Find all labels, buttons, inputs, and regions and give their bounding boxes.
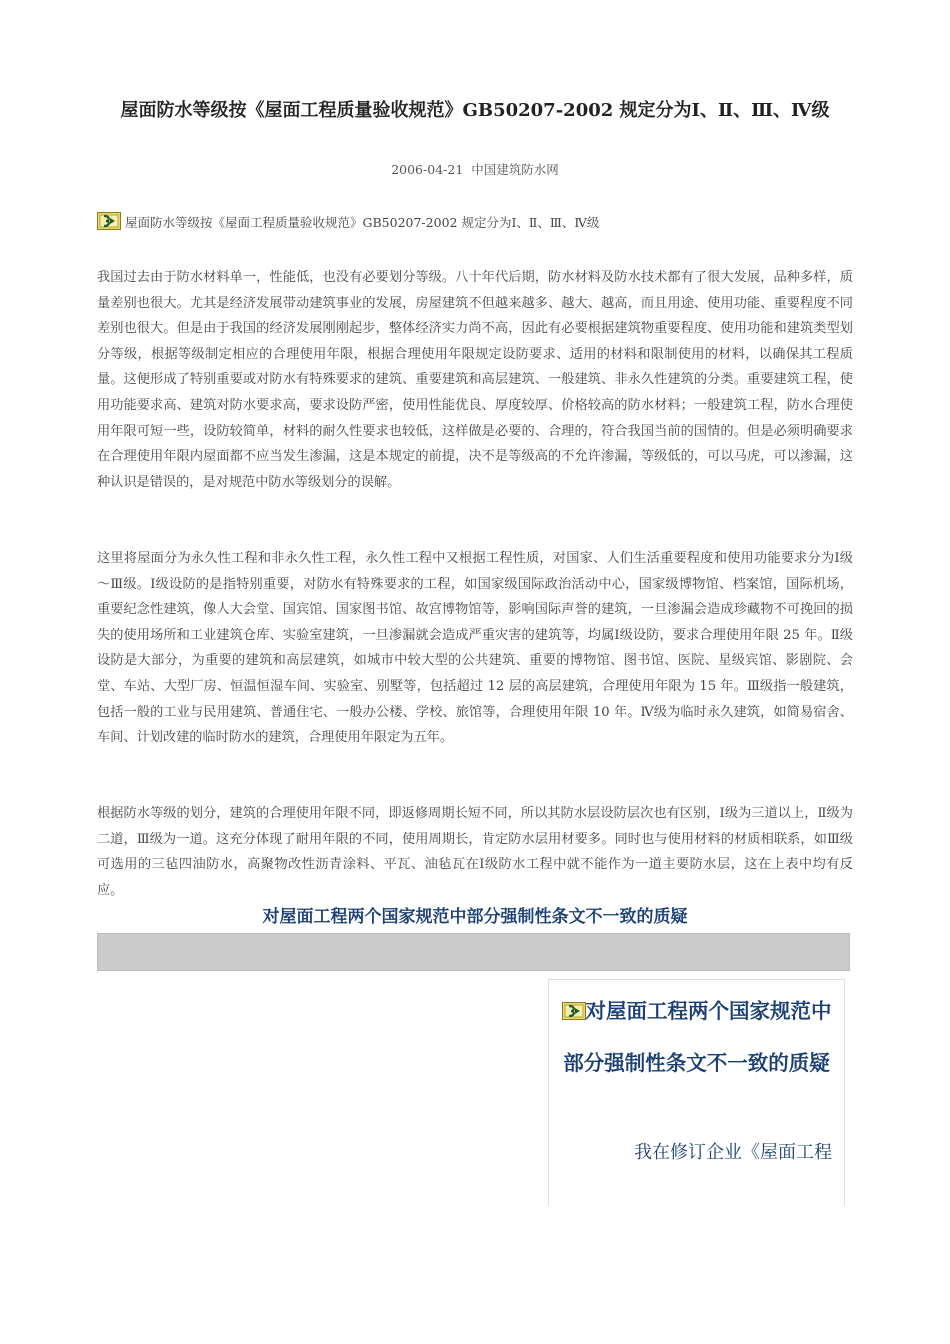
- paragraph: 这里将屋面分为永久性工程和非永久性工程，永久性工程中又根据工程性质，对国家、人们生活重要程度和使用功能要求分为Ⅰ级～Ⅲ级。Ⅰ级设防的是指特别重要，对防水有特殊要求的工程，如国家级国际政治活动中心，国家级博物馆、档案馆，国际机场，重要纪念性建筑，像人大会堂、国宾馆、国家图书馆、故宫博物馆等，影响国际声誉的建筑，一旦渗漏会造成珍藏物不可挽回的损失的使用场所和工业建筑仓库、实验室建筑，一旦渗漏就会造成严重灾害的建筑等，均属Ⅰ级设防，要求合理使用年限 25 年。Ⅱ级设防是大部分，为重要的建筑和高层建筑，如城市中较大型的公共建筑、重要的博物馆、图书馆、医院、星级宾馆、影剧院、会堂、车站、大型厂房、恒温恒湿车间、实验室、别墅等，包括超过 12 层的高层建筑，合理使用年限为 15 年。Ⅲ级指一般建筑，包括一般的工业与民用建筑、普通住宅、一般办公楼、学校、旅馆等，合理使用年限 10 年。Ⅳ级为临时永久建筑，如简易宿舍、车间、计划改建的临时防水的建筑，合理使用年限定为五年。: [97, 551, 853, 746]
- paragraph: 根据防水等级的划分，建筑的合理使用年限不同，即返修周期长短不同，所以其防水层设防层次也有区别，Ⅰ级为三道以上，Ⅱ级为二道，Ⅲ级为一道。这充分体现了耐用年限的不同，使用周期长，肯定防水层用材要多。同时也与使用材料的材质相联系，如Ⅲ级可选用的三毡四油防水，高聚物改性沥青涂料、平瓦、油毡瓦在Ⅰ级防水工程中就不能作为一道主要防水层，这在上表中均有反应。: [97, 806, 853, 898]
- intro-text: 屋面防水等级按《屋面工程质量验收规范》GB50207-2002 规定分为Ⅰ、Ⅱ、Ⅲ、Ⅳ级: [125, 215, 600, 230]
- card-heading[interactable]: [549, 980, 844, 1088]
- source-name: 中国建筑防水网: [471, 162, 559, 177]
- bullet-arrow-icon: [97, 212, 121, 233]
- card-snippet: 我在修订企业《屋面工程: [634, 1142, 832, 1163]
- publish-date: 2006-04-21: [391, 162, 464, 177]
- related-article-card[interactable]: [548, 979, 845, 1205]
- related-article-link[interactable]: 对屋面工程两个国家规范中部分强制性条文不一致的质疑: [262, 907, 688, 927]
- article-title: 屋面防水等级按《屋面工程质量验收规范》GB50207-2002 规定分为Ⅰ、Ⅱ、Ⅲ、Ⅳ级: [120, 100, 830, 121]
- bullet-arrow-icon: [562, 988, 586, 1038]
- article-meta: [100, 160, 850, 178]
- intro-line: [97, 212, 857, 233]
- paragraph: 我国过去由于防水材料单一，性能低，也没有必要划分等级。八十年代后期，防水材料及防水技术都有了很大发展，品种多样，质量差别也很大。尤其是经济发展带动建筑事业的发展，房屋建筑不但越来越多、越大、越高，而且用途、使用功能、重要程度不同差别也很大。但是由于我国的经济发展刚刚起步，整体经济实力尚不高，因此有必要根据建筑物重要程度、使用功能和建筑类型划分等级，根据等级制定相应的合理使用年限，根据合理使用年限规定设防要求、适用的材料和限制使用的材料，以确保其工程质量。这便形成了特别重要或对防水有特殊要求的建筑、重要建筑和高层建筑、一般建筑、非永久性建筑的分类。重要建筑工程，使用功能要求高、建筑对防水要求高，要求设防严密，使用性能优良、厚度较厚、价格较高的防水材料；一般建筑工程，防水合理使用年限可短一些，设防较简单，材料的耐久性要求也较低，这样做是必要的、合理的，符合我国当前的国情的。但是必须明确要求在合理使用年限内屋面都不应当发生渗漏，这是本规定的前提，决不是等级高的不允许渗漏，等级低的，可以马虎，可以渗漏，这种认识是错误的，是对规范中防水等级划分的误解。: [97, 270, 853, 490]
- separator-bar: [97, 933, 850, 971]
- card-heading-text: 对屋面工程两个国家规范中部分强制性条文不一致的质疑: [563, 999, 832, 1075]
